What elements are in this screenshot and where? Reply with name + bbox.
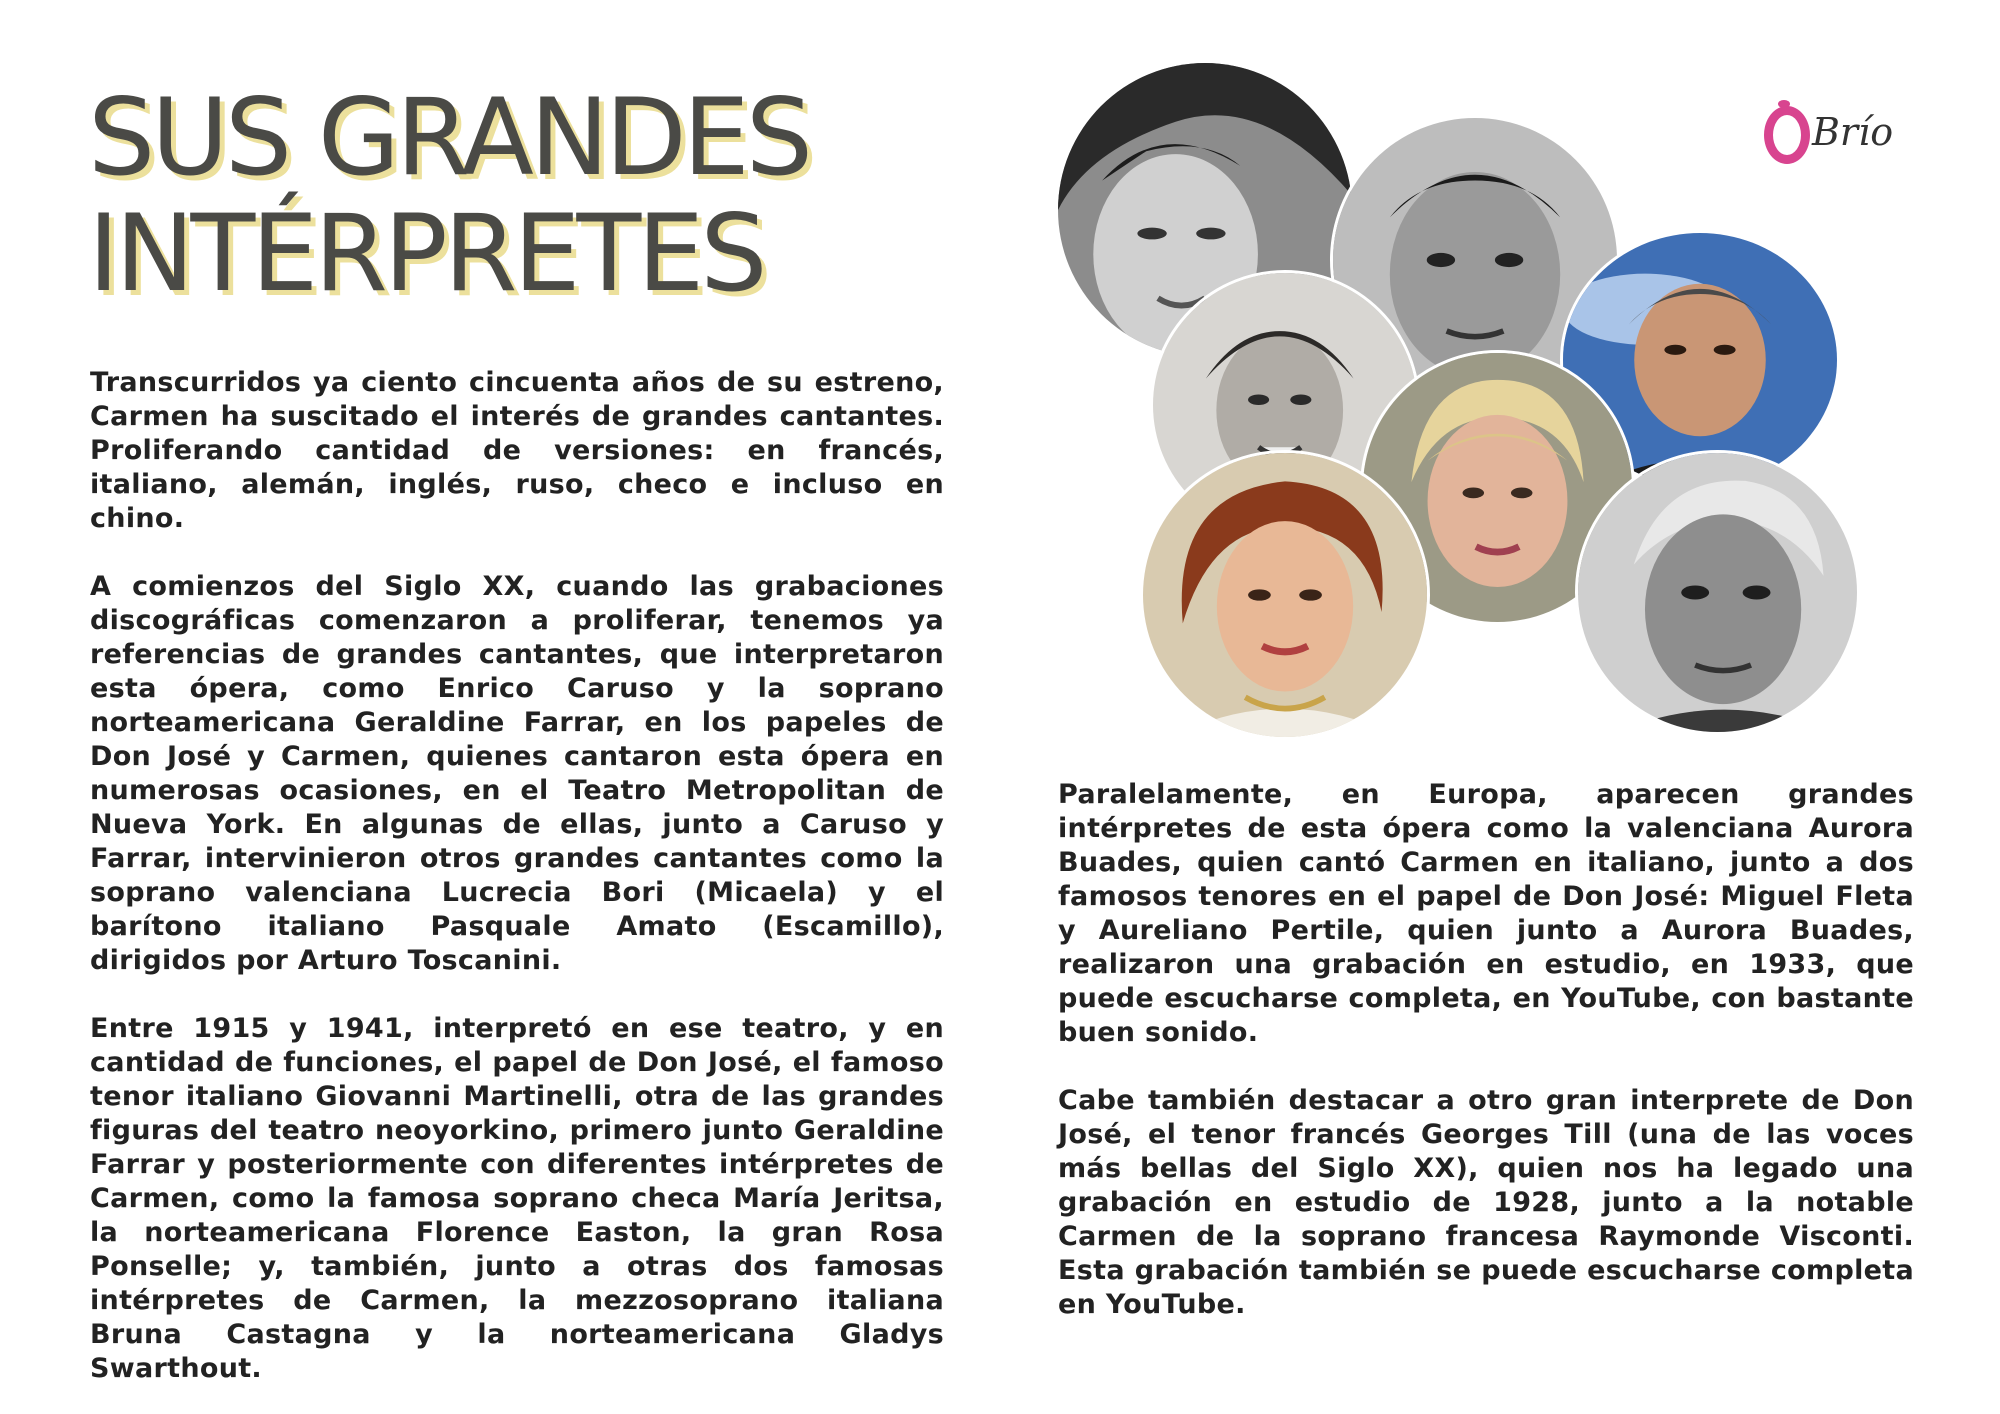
right-text-column — [1058, 778, 1914, 1356]
left-text-column — [90, 366, 944, 1414]
portrait-photo — [1575, 450, 1860, 735]
paragraph: Transcurridos ya ciento cincuenta años de su estreno, Carmen ha suscitado el interés de grandes cantantes. Proliferando cantidad de versiones: en francés, italiano, alemán, inglés, ruso, checo e incluso en chino. — [90, 367, 944, 534]
paragraph: Cabe también destacar a otro gran interprete de Don José, el tenor francés Georges Till (una de las voces más bellas del Siglo XX), quien nos ha legado una grabación en estudio de 1928, junto a la notable Carmen de la soprano francesa Raymonde Visconti. Esta grabación también se puede escucharse completa en YouTube. — [1058, 1085, 1914, 1320]
logo-dot-icon — [1778, 100, 1790, 108]
paragraph: Paralelamente, en Europa, aparecen grandes intérpretes de esta ópera como la valenciana Aurora Buades, quien cantó Carmen en italiano, junto a dos famosos tenores en el papel de Don José: Miguel Fleta y Aureliano Pertile, quien junto a Aurora Buades, realizaron una grabación en estudio, en 1933, que puede escucharse completa, en YouTube, con bastante buen sonido. — [1058, 779, 1914, 1048]
title-line-1: SUS GRANDES — [88, 76, 810, 199]
brio-logo — [1764, 100, 1914, 180]
page-title — [88, 76, 810, 315]
portrait-photo — [1140, 450, 1430, 740]
paragraph: A comienzos del Siglo XX, cuando las grabaciones discográficas comenzaron a proliferar, tenemos ya referencias de grandes cantantes, que interpretaron esta ópera, como Enrico Caruso y la soprano norteamericana Geraldine Farrar, en los papeles de Don José y Carmen, quienes cantaron esta ópera en numerosas ocasiones, en el Teatro Metropolitan de Nueva York. En algunas de ellas, junto a Caruso y Farrar, intervinieron otros grandes cantantes como la soprano valenciana Lucrecia Bori (Micaela) y el barítono italiano Pasquale Amato (Escamillo), dirigidos por Arturo Toscanini. — [90, 571, 944, 976]
logo-wordmark: Brío — [1812, 110, 1894, 154]
logo-ring-icon — [1764, 106, 1810, 164]
title-line-2: INTÉRPRETES — [88, 192, 764, 315]
paragraph: Entre 1915 y 1941, interpretó en ese teatro, y en cantidad de funciones, el papel de Don José, el famoso tenor italiano Giovanni Martinelli, otra de las grandes figuras del teatro neoyorkino, primero junto Geraldine Farrar y posteriormente con diferentes intérpretes de Carmen, como la famosa soprano checa María Jeritsa, la norteamericana Florence Easton, la gran Rosa Ponselle; y, también, junto a otras dos famosas intérpretes de Carmen, la mezzosoprano italiana Bruna Castagna y la norteamericana Gladys Swarthout. — [90, 1013, 944, 1384]
